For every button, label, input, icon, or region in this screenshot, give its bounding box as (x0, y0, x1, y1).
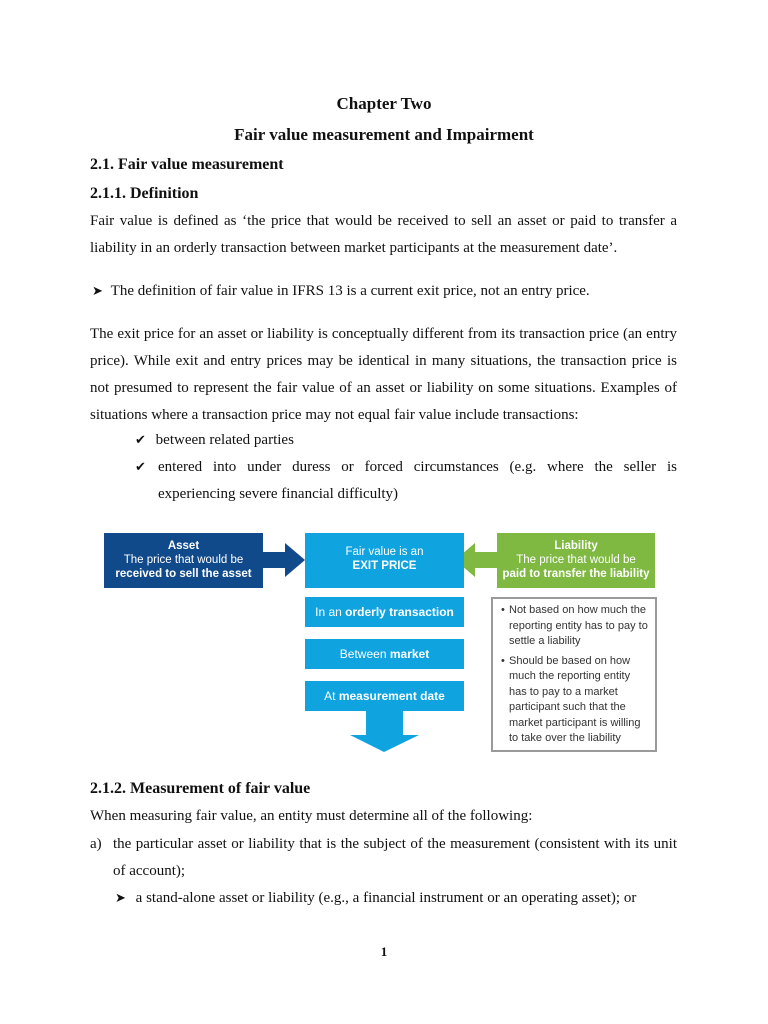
exit-para-line-1: The exit price for an asset or liability is conceptually different from its transaction price (an entry (90, 326, 677, 342)
sub-arrow-item (115, 885, 695, 912)
section-heading-2-1: 2.1. Fair value measurement (90, 156, 284, 173)
exit-para-line-2: price). While exit and entry prices may be identical in many situations, the transaction price is (90, 353, 677, 369)
checkmark-icon: ✔ (135, 460, 146, 475)
page-number: 1 (380, 944, 388, 959)
step-chevron-icon (350, 627, 419, 639)
asset-arrow-icon (263, 543, 305, 577)
sub-arrow-text: a stand-alone asset or liability (e.g., a financial instrument or an operating asset); or (135, 890, 637, 906)
check-item-2-line-1: entered into under duress or forced circumstances (e.g. where the seller is (158, 459, 677, 475)
step-1-bold: orderly transaction (345, 605, 454, 619)
item-a-line-2: of account); (113, 863, 186, 879)
check-item-2-line-2: experiencing severe financial difficulty) (158, 486, 399, 502)
exit-para-line-3: not presumed to represent the fair value of an asset or liability on some situations. Examples of (90, 380, 677, 396)
liability-line-2: The price that would be (516, 554, 636, 566)
section-heading-2-1-2: 2.1.2. Measurement of fair value (90, 780, 311, 797)
measure-intro: When measuring fair value, an entity must determine all of the following: (90, 808, 533, 824)
note-item-1 (501, 603, 649, 650)
step-2-prefix: Between (339, 647, 390, 661)
item-a-line-1: the particular asset or liability that is the subject of the measurement (consistent with its unit (113, 836, 677, 852)
arrow-bullet-icon: ➤ (92, 284, 103, 299)
note-item-1-text: Not based on how much the reporting entity has to pay to settle a liability (509, 604, 648, 647)
step-1-prefix: In an (315, 605, 346, 619)
liability-line-3: paid to transfer the liability (502, 568, 650, 580)
exit-price-line-2: EXIT PRICE (352, 560, 417, 572)
page-title: Fair value measurement and Impairment (234, 125, 534, 144)
asset-heading: Asset (167, 540, 200, 552)
asset-line-2: The price that would be (123, 554, 244, 566)
chapter-heading: Chapter Two (336, 94, 432, 113)
definition-line-1: Fair value is defined as ‘the price that would be received to sell an asset or paid to transfer a (90, 213, 677, 229)
step-3-bold: measurement date (338, 689, 445, 703)
section-heading-2-1-1: 2.1.1. Definition (90, 185, 199, 202)
step-market-participants (305, 639, 464, 669)
liability-heading: Liability (554, 540, 598, 552)
step-measurement-date (305, 681, 464, 711)
check-item-1-text: between related parties (155, 432, 294, 448)
exit-price-line-1: Fair value is an (345, 546, 424, 558)
step-3-prefix: At (324, 689, 339, 703)
step-2-bold: market (389, 647, 430, 661)
asset-line-3: received to sell the asset (115, 568, 252, 580)
note-item-2-text: Should be based on how much the reporting entity has to pay to a market participant such that the market participant is willing to take over the liability (509, 654, 641, 744)
step-orderly-transaction (305, 597, 464, 627)
arrow-bullet-text: The definition of fair value in IFRS 13 is a current exit price, not an entry price. (110, 283, 590, 299)
definition-line-2: liability in an orderly transaction between market participants at the measurement date’. (90, 240, 618, 256)
liability-box (497, 533, 655, 588)
liability-note-box (491, 597, 657, 752)
note-item-2 (501, 654, 649, 747)
down-arrow-icon (350, 711, 419, 752)
arrow-bullet-icon: ➤ (115, 891, 126, 906)
bullet-icon: • (501, 654, 505, 667)
exit-para-line-4: situations where a transaction price may not equal fair value include transactions: (90, 407, 579, 423)
exit-price-box (305, 533, 464, 588)
checkmark-icon: ✔ (135, 433, 146, 448)
asset-box (104, 533, 263, 588)
item-a-label: a) (90, 836, 102, 852)
bullet-icon: • (501, 604, 505, 616)
